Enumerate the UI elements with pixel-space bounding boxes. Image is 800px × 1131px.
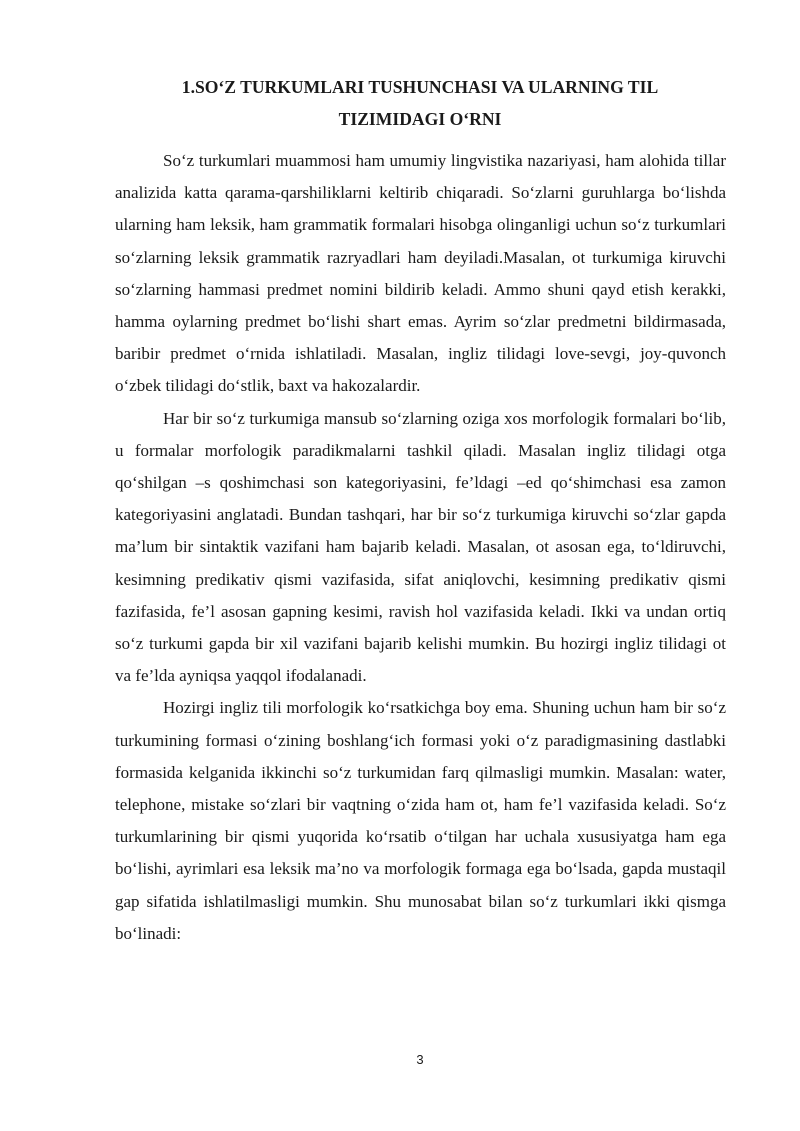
paragraph: Har bir so‘z turkumiga mansub so‘zlarning oziga xos morfologik formalari bo‘lib, u formalar morfologik paradikmalarni tashkil qiladi. Masalan ingliz tilidagi otga qo‘shilgan –s qoshimchasi son kategoriyasini, fe’ldagi –ed qo‘shimchasi esa zamon kategoriyasini anglatadi. Bundan tashqari, har bir so‘z turkumiga kiruvchi so‘zlar gapda ma’lum bir sintaktik vazifani ham bajarib keladi. Masalan, ot asosan ega, to‘ldiruvchi, kesimning predikativ qismi vazifasida, sifat aniqlovchi, kesimning predikativ qismi fazifasida, fe’l asosan gapning kesimi, ravish hol vazifasida keladi. Ikki va undan ortiq so‘z turkumi gapda bir xil vazifani bajarib kelishi mumkin. Bu hozirgi ingliz tilidagi ot va fe’lda ayniqsa yaqqol ifodalanadi. — [115, 408, 726, 686]
document-body — [115, 145, 726, 950]
paragraph: Hozirgi ingliz tili morfologik ko‘rsatkichga boy ema. Shuning uchun ham bir so‘z turkumining formasi o‘zining boshlang‘ich formasi yoki o‘z paradigmasining dastlabki formasida kelganida ikkinchi so‘z turkumidan farq qilmasligi mumkin. Masalan: water, telephone, mistake so‘zlari bir vaqtning o‘zida ham ot, ham fe’l vazifasida keladi. So‘z turkumlarining bir qismi yuqorida ko‘rsatib o‘tilgan har uchala xususiyatga ham ega bo‘lishi, ayrimlari esa leksik ma’no va morfologik formaga ega bo‘lsada, gapda mustaqil gap sifatida ishlatilmasligi mumkin. Shu munosabat bilan so‘z turkumlari ikki qismga bo‘linadi: — [115, 698, 726, 943]
section-title-line-1: 1.SO‘Z TURKUMLARI TUSHUNCHASI VA ULARNING TIL — [181, 77, 659, 97]
page-number: 3 — [416, 1052, 424, 1067]
paragraph: So‘z turkumlari muammosi ham umumiy lingvistika nazariyasi, ham alohida tillar analizida katta qarama-qarshiliklarni keltirib chiqaradi. So‘zlarni guruhlarga bo‘lishda ularning ham leksik, ham grammatik formalari hisobga olinganligi uchun so‘z turkumlari so‘zlarning leksik grammatik razryadlari ham deyiladi.Masalan, ot turkumiga kiruvchi so‘zlarning hammasi predmet nomini bildirib keladi. Ammo shuni qayd etish kerakki, hamma oylarning predmet bo‘lishi shart emas. Ayrim so‘zlar predmetni bildirmasada, baribir predmet o‘rnida ishlatiladi. Masalan, ingliz tilidagi love-sevgi, joy-quvonch o‘zbek tilidagi do‘stlik, baxt va hakozalardir. — [115, 151, 726, 396]
section-title-line-2: TIZIMIDAGI O‘RNI — [338, 109, 502, 129]
